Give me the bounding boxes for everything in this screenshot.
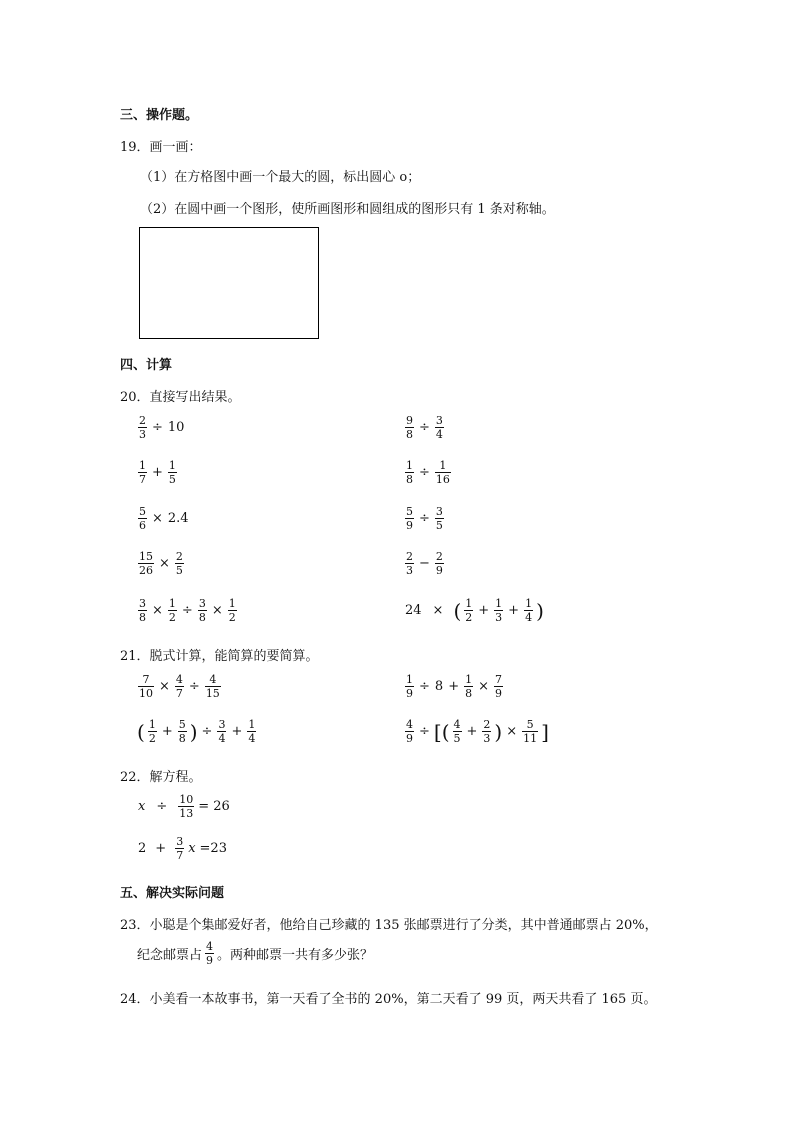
question-19-stem: 19．画一画：: [120, 140, 202, 155]
number: 10: [167, 420, 185, 435]
right-paren: ): [494, 719, 503, 744]
numerator: 3: [176, 835, 184, 848]
fraction: [522, 718, 538, 745]
fraction: [435, 505, 444, 532]
numerator: 5: [178, 718, 186, 731]
numerator: 3: [435, 505, 443, 518]
fraction: [168, 459, 177, 486]
denominator: 9: [435, 564, 443, 577]
numerator: 1: [406, 459, 413, 472]
q20-expression-2: [404, 414, 445, 441]
variable: x: [188, 841, 196, 856]
denominator: 4: [525, 611, 533, 624]
fraction: [405, 459, 414, 486]
number: 2: [138, 841, 147, 856]
fraction: [148, 718, 157, 745]
operator: +: [508, 603, 520, 618]
fraction: [138, 414, 147, 441]
left-paren: (: [137, 719, 145, 744]
fraction: [205, 940, 214, 967]
denominator: 11: [523, 732, 538, 745]
operator: +: [478, 603, 490, 618]
number: 8: [434, 679, 444, 694]
q20-expression-1: [137, 414, 185, 441]
section-title-word-problems: 五、解决实际问题: [120, 886, 225, 901]
q20-expression-3: [137, 459, 178, 486]
q20-expression-8: [404, 550, 445, 577]
fraction: [217, 718, 226, 745]
operator: ×: [211, 603, 223, 618]
operator: ×: [159, 679, 170, 694]
operator: +: [161, 724, 173, 739]
question-24-line-1: 24．小美看一本故事书，第一天看了全书的 20%，第二天看了 99 页，两天共看了 165 页。: [120, 992, 657, 1007]
numerator: 1: [168, 459, 176, 472]
fraction: [405, 550, 414, 577]
numerator: 1: [525, 597, 533, 610]
fraction: [405, 673, 414, 700]
q22-equation-1: [137, 793, 231, 820]
section-title-calculation: 四、计算: [120, 358, 173, 373]
denominator: 13: [179, 807, 194, 820]
question-20-stem: 20．直接写出结果。: [120, 390, 241, 405]
denominator: 8: [139, 611, 146, 624]
denominator: 2: [228, 611, 236, 624]
denominator: 2: [465, 611, 473, 624]
variable: x: [138, 799, 146, 814]
denominator: 5: [435, 519, 443, 532]
operator: ÷: [201, 724, 213, 739]
operator: ÷: [419, 724, 430, 739]
fraction: [175, 835, 184, 862]
numerator: 4: [206, 940, 214, 953]
numerator: 1: [168, 597, 176, 610]
q20-expression-7: [137, 550, 185, 577]
numerator: 1: [248, 718, 256, 731]
q20-expression-10: [404, 597, 544, 624]
text-segment: 。两种邮票一共有多少张？: [217, 948, 374, 963]
numerator: 15: [139, 550, 153, 563]
left-bracket: [(: [433, 719, 450, 744]
operator: +: [152, 465, 163, 480]
operator: ÷: [152, 420, 163, 435]
section-title-operations: 三、操作题。: [120, 108, 199, 123]
operator: ÷: [188, 679, 200, 694]
fraction: [138, 505, 147, 532]
fraction: [464, 597, 473, 624]
q21-expression-4: [404, 718, 549, 745]
denominator: 7: [139, 473, 146, 486]
fraction: [175, 550, 184, 577]
denominator: 8: [198, 611, 206, 624]
denominator: 9: [406, 732, 413, 745]
operator: ×: [432, 603, 444, 618]
right-paren: ): [536, 598, 544, 623]
denominator: 3: [483, 732, 491, 745]
numerator: 1: [465, 673, 473, 686]
question-21-stem: 21．脱式计算，能简算的要简算。: [120, 649, 319, 664]
numerator: 2: [139, 414, 146, 427]
q20-expression-4: [404, 459, 452, 486]
q21-expression-3: [137, 718, 257, 745]
q20-expression-5: [137, 505, 190, 532]
numerator: 1: [148, 718, 156, 731]
fraction: [494, 673, 503, 700]
fraction: [435, 550, 444, 577]
fraction: [453, 718, 462, 745]
operator: ÷: [419, 679, 430, 694]
text-segment: 纪念邮票占: [137, 948, 203, 963]
operator: ×: [152, 511, 163, 526]
numerator: 1: [406, 673, 413, 686]
fraction: [138, 673, 154, 700]
right-bracket: ]: [541, 719, 549, 744]
question-23-line-1: 23．小聪是个集邮爱好者，他给自己珍藏的 135 张邮票进行了分类，其中普通邮票占 20%，: [120, 918, 658, 933]
numerator: 4: [175, 673, 183, 686]
operator: +: [466, 724, 478, 739]
denominator: 7: [175, 687, 183, 700]
denominator: 2: [148, 732, 156, 745]
fraction: [205, 673, 221, 700]
fraction: [178, 793, 194, 820]
numerator: 9: [406, 414, 413, 427]
drawing-grid-box: [139, 227, 319, 339]
fraction: [175, 673, 184, 700]
numerator: 1: [228, 597, 236, 610]
fraction: [524, 597, 533, 624]
numerator: 2: [483, 718, 491, 731]
equals-value: = 26: [198, 799, 230, 814]
denominator: 9: [406, 687, 413, 700]
operator: ×: [152, 603, 163, 618]
numerator: 3: [198, 597, 206, 610]
fraction: [405, 505, 414, 532]
numerator: 1: [139, 459, 146, 472]
denominator: 5: [175, 564, 183, 577]
left-paren: (: [453, 598, 462, 623]
denominator: 4: [248, 732, 256, 745]
numerator: 4: [453, 718, 461, 731]
denominator: 2: [168, 611, 176, 624]
numerator: 5: [139, 505, 146, 518]
denominator: 8: [406, 428, 413, 441]
numerator: 5: [526, 718, 534, 731]
denominator: 6: [139, 519, 146, 532]
operator: ÷: [419, 511, 430, 526]
numerator: 7: [495, 673, 502, 686]
fraction: [138, 597, 147, 624]
denominator: 5: [453, 732, 461, 745]
numerator: 3: [218, 718, 226, 731]
numerator: 1: [465, 597, 473, 610]
denominator: 5: [168, 473, 176, 486]
q21-expression-2: [404, 673, 504, 700]
denominator: 9: [495, 687, 502, 700]
denominator: 15: [205, 687, 220, 700]
fraction: [138, 550, 154, 577]
operator: −: [419, 556, 430, 571]
fraction: [168, 597, 177, 624]
denominator: 3: [406, 564, 413, 577]
numerator: 10: [179, 793, 194, 806]
fraction: [464, 673, 473, 700]
numerator: 5: [406, 505, 413, 518]
denominator: 8: [465, 687, 473, 700]
denominator: 16: [435, 473, 450, 486]
fraction: [138, 459, 147, 486]
operator: +: [155, 841, 167, 856]
equals-value: =23: [199, 841, 227, 856]
q20-expression-6: [404, 505, 445, 532]
fraction: [494, 597, 503, 624]
denominator: 10: [139, 687, 153, 700]
q22-equation-2: [137, 835, 228, 862]
question-23-line-2: [137, 940, 373, 967]
fraction: [228, 597, 237, 624]
denominator: 8: [406, 473, 413, 486]
numerator: 3: [435, 414, 443, 427]
operator: +: [231, 724, 243, 739]
question-19-item-1: （1）在方格图中画一个最大的圆，标出圆心 o；: [140, 170, 421, 185]
numerator: 4: [209, 673, 217, 686]
operator: ÷: [419, 420, 430, 435]
question-19-item-2: （2）在圆中画一个图形，使所画图形和圆组成的图形只有 1 条对称轴。: [140, 202, 555, 217]
fraction: [178, 718, 187, 745]
denominator: 9: [406, 519, 413, 532]
denominator: 9: [206, 954, 214, 967]
numerator: 4: [406, 718, 413, 731]
fraction: [405, 414, 414, 441]
numerator: 3: [139, 597, 146, 610]
fraction: [198, 597, 207, 624]
denominator: 4: [218, 732, 226, 745]
denominator: 4: [435, 428, 443, 441]
number: 2.4: [167, 511, 189, 526]
operator: ×: [506, 724, 518, 739]
right-paren: ): [189, 719, 198, 744]
fraction: [482, 718, 491, 745]
q21-expression-1: [137, 673, 222, 700]
operator: ×: [159, 556, 170, 571]
fraction: [247, 718, 256, 745]
numerator: 7: [142, 673, 150, 686]
denominator: 8: [178, 732, 186, 745]
fraction: [405, 718, 414, 745]
operator: ÷: [181, 603, 193, 618]
denominator: 7: [176, 849, 184, 862]
question-22-stem: 22．解方程。: [120, 770, 202, 785]
denominator: 3: [495, 611, 503, 624]
numerator: 2: [406, 550, 413, 563]
q20-expression-9: [137, 597, 238, 624]
operator: ÷: [419, 465, 430, 480]
operator: +: [448, 679, 460, 694]
fraction: [435, 459, 451, 486]
denominator: 3: [139, 428, 146, 441]
fraction: [435, 414, 444, 441]
operator: ÷: [156, 799, 168, 814]
numerator: 2: [435, 550, 443, 563]
denominator: 26: [139, 564, 153, 577]
numerator: 1: [439, 459, 447, 472]
number: 24: [405, 603, 422, 618]
operator: ×: [478, 679, 489, 694]
numerator: 1: [495, 597, 503, 610]
numerator: 2: [175, 550, 183, 563]
